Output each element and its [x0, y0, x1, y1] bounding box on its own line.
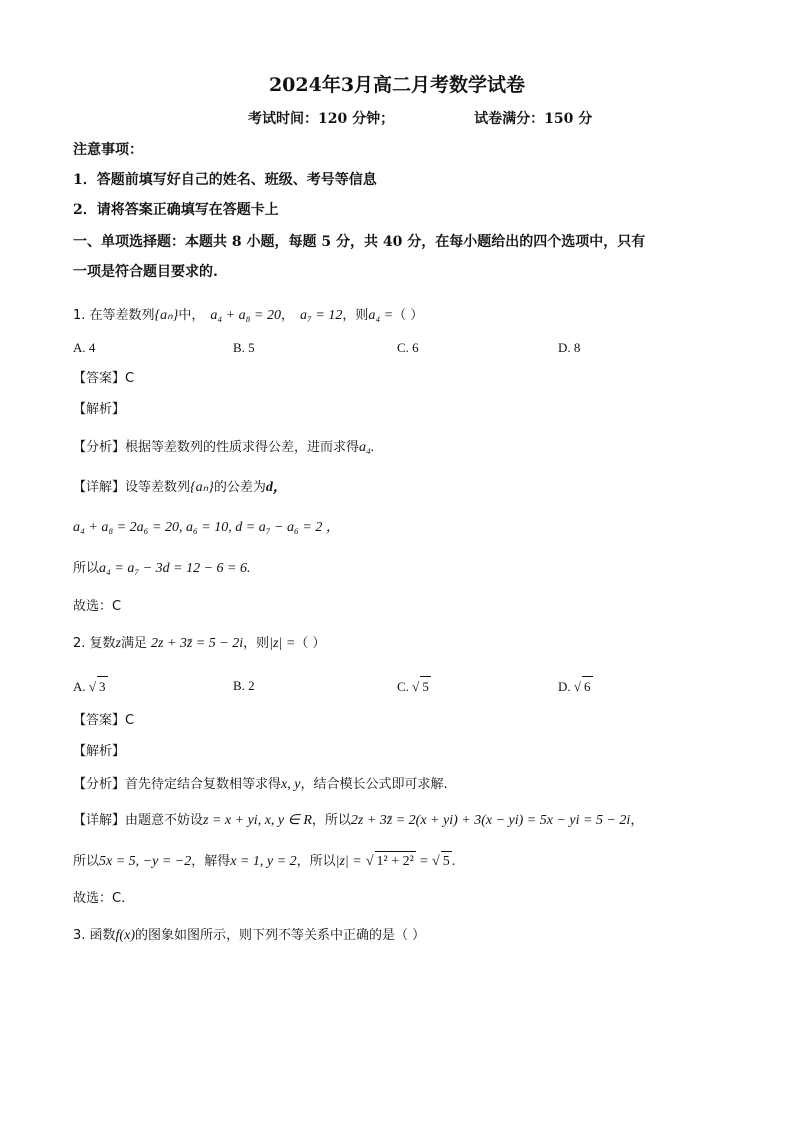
question-2: 2. 复数z满足 2z + 3z̄ = 5 − 2i，则|z| =（ ）: [73, 636, 326, 651]
exam-time: 考试时间：120 分钟；: [248, 111, 395, 127]
q2-solution-line: 所以5x = 5, −y = −2，解得x = 1, y = 2，所以|z| = √ 1² + 2² = √ 5 .: [73, 851, 455, 872]
q1-option-d: D. 8: [558, 340, 581, 355]
q2-option-a: A. √ 3: [73, 676, 108, 697]
notes-heading: 注意事项：: [73, 142, 143, 158]
q1-option-c: C. 6: [397, 340, 419, 355]
q2-option-c: C. √ 5: [397, 676, 431, 697]
q1-choose: 故选：C: [73, 599, 122, 614]
note-item-2: 2．请将答案正确填写在答题卡上: [73, 202, 279, 218]
exam-score: 试卷满分：150 分: [474, 111, 593, 127]
q1-fenxi: 【分析】根据等差数列的性质求得公差，进而求得a₄.: [73, 440, 375, 455]
q1-equation-1: a₄ + a₈ = 2a₆ = 20, a₆ = 10, d = a₇ − a₆ = 2 ，: [73, 520, 340, 535]
q1-analysis-label: 【解析】: [73, 402, 126, 417]
q2-detail: 【详解】由题意不妨设z = x + yi, x, y ∈ R，所以2z + 3z̄ = 2(x + yi) + 3(x − yi) = 5x − yi = 5 − 2i，: [73, 813, 644, 828]
question-1: 1. 在等差数列{aₙ}中， a₄ + a₈ = 20， a₇ = 12，则a₄ =（ ）: [73, 308, 424, 323]
section-heading-line1: 一、单项选择题：本题共 8 小题，每题 5 分，共 40 分，在每小题给出的四个选项中，只有: [73, 234, 646, 250]
section-heading-line2: 一项是符合题目要求的.: [73, 264, 218, 280]
q1-option-b: B. 5: [233, 340, 255, 355]
q1-equation-2: 所以a₄ = a₇ − 3d = 12 − 6 = 6.: [73, 561, 251, 576]
note-item-1: 1．答题前填写好自己的姓名、班级、考号等信息: [73, 172, 377, 188]
exam-info: [248, 108, 592, 128]
q2-choose: 故选：C.: [73, 891, 126, 906]
q1-detail: 【详解】设等差数列{aₙ}的公差为d，: [73, 480, 287, 495]
question-3: 3. 函数f(x)的图象如图所示，则下列不等关系中正确的是（ ）: [73, 928, 426, 943]
q2-answer: 【答案】C: [73, 713, 135, 728]
q2-fenxi: 【分析】首先待定结合复数相等求得x, y，结合模长公式即可求解.: [73, 777, 448, 792]
q2-option-d: D. √ 6: [558, 676, 593, 697]
q1-answer: 【答案】C: [73, 371, 135, 386]
page-title: 2024年3月高二月考数学试卷: [268, 74, 526, 96]
q1-option-a: A. 4: [73, 340, 96, 355]
q2-analysis-label: 【解析】: [73, 744, 126, 759]
q2-option-b: B. 2: [233, 678, 255, 693]
